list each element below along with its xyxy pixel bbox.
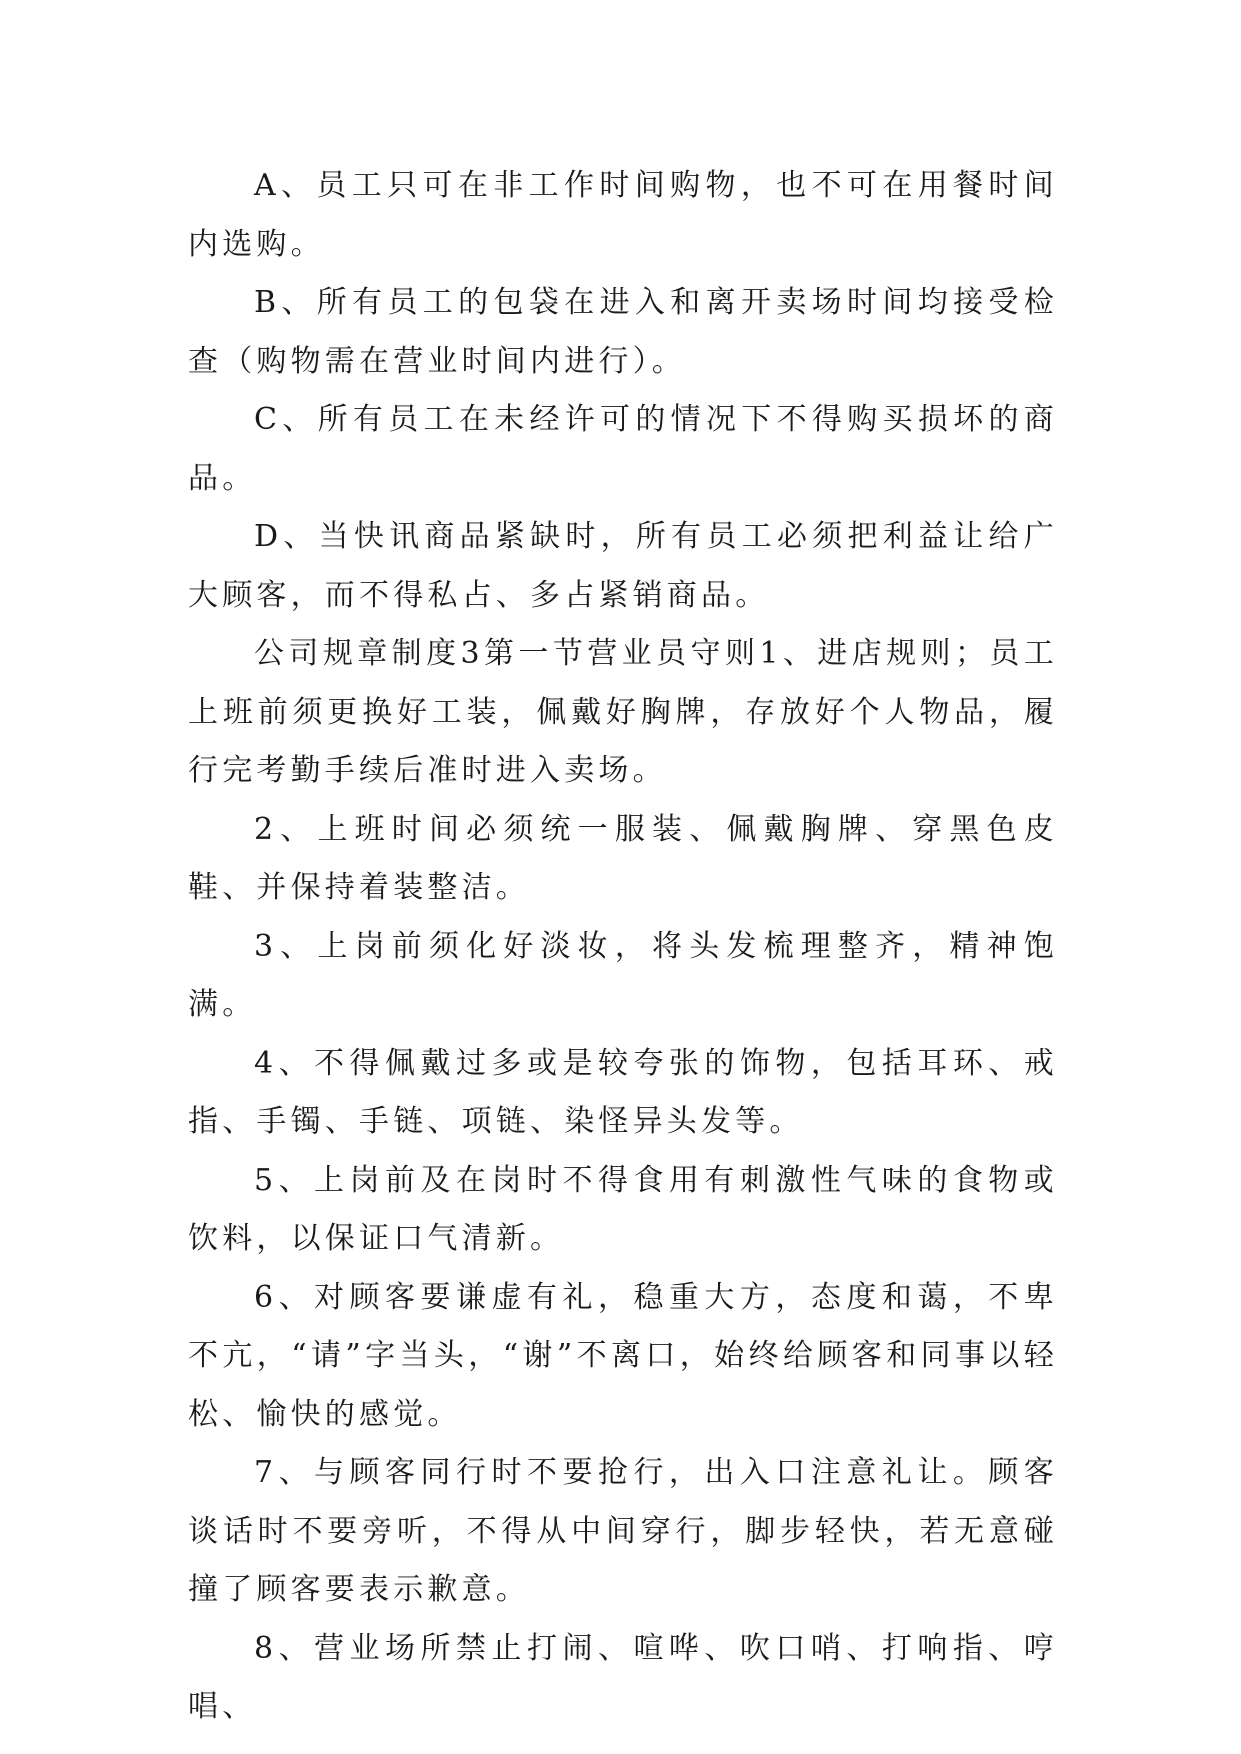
paragraph-rules-intro: 公司规章制度3第一节营业员守则1、进店规则；员工上班前须更换好工装，佩戴好胸牌，存放好个人物品，履行完考勤手续后准时进入卖场。: [188, 636, 1058, 788]
document-body: [188, 157, 1058, 1737]
paragraph-rule-8: 8、营业场所禁止打闹、喧哗、吹口哨、打响指、哼唱、: [188, 1630, 1058, 1724]
paragraph-rule-6: 6、对顾客要谦虚有礼，稳重大方，态度和蔼，不卑不亢，“请”字当头，“谢”不离口，始终给顾客和同事以轻松、愉快的感觉。: [188, 1279, 1058, 1432]
paragraph-d: D、当快讯商品紧缺时，所有员工必须把利益让给广大顾客，而不得私占、多占紧销商品。: [188, 519, 1058, 613]
paragraph-rule-5: 5、上岗前及在岗时不得食用有刺激性气味的食物或饮料，以保证口气清新。: [188, 1162, 1058, 1256]
paragraph-rule-3: 3、上岗前须化好淡妆，将头发梳理整齐，精神饱满。: [188, 928, 1058, 1022]
paragraph-c: C、所有员工在未经许可的情况下不得购买损坏的商品。: [188, 402, 1058, 496]
paragraph-rule-4: 4、不得佩戴过多或是较夸张的饰物，包括耳环、戒指、手镯、手链、项链、染怪异头发等。: [188, 1045, 1058, 1139]
paragraph-b: B、所有员工的包袋在进入和离开卖场时间均接受检查（购物需在营业时间内进行）。: [188, 285, 1058, 379]
paragraph-rule-2: 2、上班时间必须统一服装、佩戴胸牌、穿黑色皮鞋、并保持着装整洁。: [188, 811, 1058, 905]
paragraph-rule-7: 7、与顾客同行时不要抢行，出入口注意礼让。顾客谈话时不要旁听，不得从中间穿行，脚步轻快，若无意碰撞了顾客要表示歉意。: [188, 1455, 1058, 1607]
paragraph-a: A、员工只可在非工作时间购物，也不可在用餐时间内选购。: [188, 168, 1058, 262]
